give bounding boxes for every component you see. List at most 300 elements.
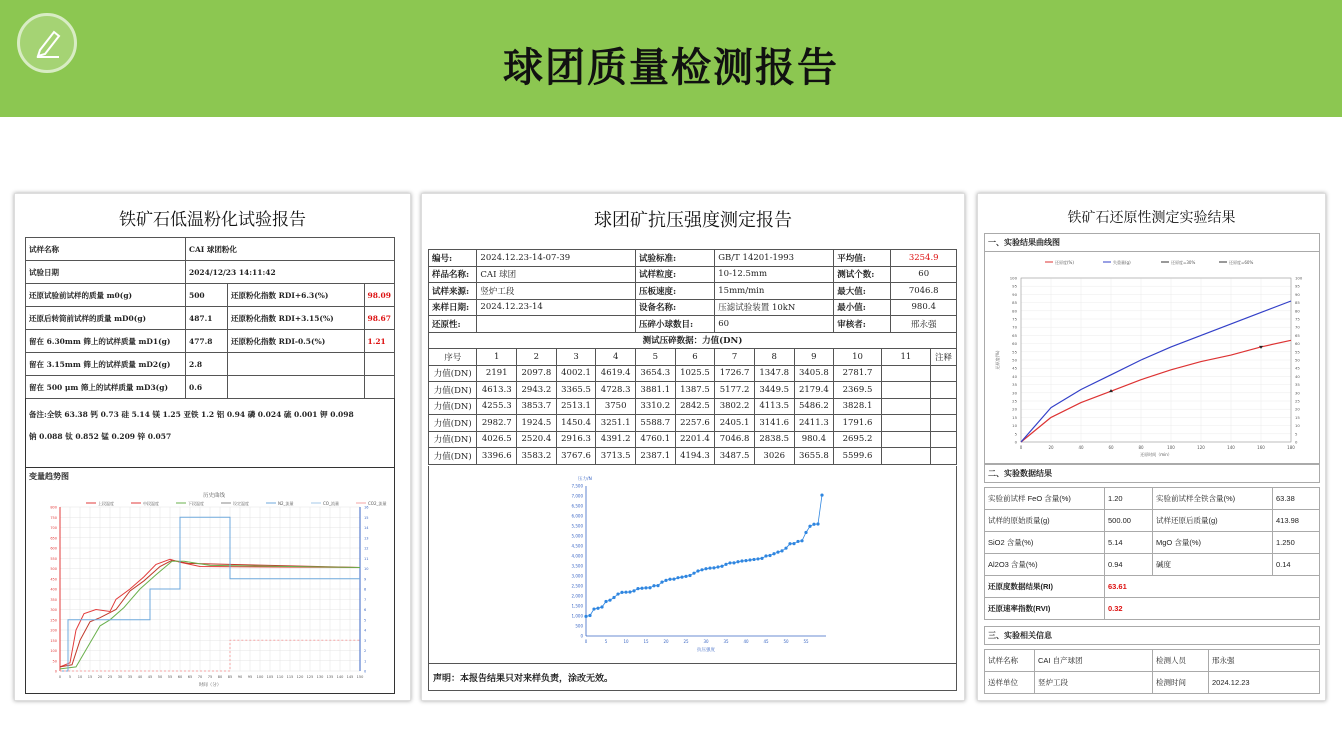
report2-data-cell: 2257.6	[675, 415, 715, 432]
trend-legend-label: 中段温度	[143, 501, 159, 506]
strength-point	[748, 558, 751, 561]
trend-y-tick: 750	[50, 515, 57, 520]
report2-data-cell: 1924.5	[517, 415, 557, 432]
report2-col-header: 6	[675, 349, 715, 366]
trend-y-tick: 700	[50, 526, 57, 530]
strength-point	[692, 572, 695, 575]
trend-chart-title: 历史曲线	[202, 493, 226, 499]
strength-point	[604, 600, 607, 603]
strength-y-tick: 6,000	[571, 513, 583, 519]
strength-point	[756, 557, 759, 560]
strength-point	[628, 590, 631, 593]
report2-data-cell: 3310.2	[635, 398, 675, 415]
trend-x-tick: 135	[326, 675, 334, 679]
report1-row	[26, 353, 395, 376]
report2-info-label: 试样粒度:	[635, 266, 714, 283]
report2-data-cell	[931, 431, 957, 448]
report2-data-cell: 2781.7	[834, 365, 882, 382]
trend-y2-tick: 3	[364, 638, 367, 643]
report2-data-cell	[931, 448, 957, 465]
strength-point	[608, 599, 611, 602]
report1-table	[25, 237, 395, 399]
trend-label: 变量趋势图	[29, 471, 69, 481]
strength-point	[720, 565, 723, 568]
report2-caption-row	[429, 332, 957, 349]
report2-info-label: 来样日期:	[429, 299, 477, 316]
report1-label: 留在 3.15mm 筛上的试样质量 mD2(g)	[26, 353, 186, 376]
trend-y2-tick: 11	[364, 556, 369, 561]
strength-x-tick: 30	[703, 639, 709, 644]
reduction-y-tick: 45	[1012, 365, 1017, 371]
report1-index-label	[228, 353, 365, 376]
trend-y-tick: 250	[50, 618, 57, 623]
report2-data-cell: 1791.6	[834, 415, 882, 432]
reduction-y2-tick: 35	[1295, 382, 1300, 388]
strength-point	[592, 607, 595, 610]
report2-data-cell	[881, 365, 930, 382]
reduction-legend-label: 失重量(g)	[1113, 260, 1131, 265]
strength-x-tick: 45	[763, 639, 769, 644]
report3-value: 5.14	[1105, 532, 1153, 554]
trend-y2-tick: 16	[364, 505, 369, 510]
strength-point	[596, 607, 599, 610]
report3-data-row	[985, 554, 1320, 576]
strength-point	[704, 567, 707, 570]
report3-label: 试样的原始质量(g)	[985, 510, 1105, 532]
report1-label: 试样名称	[26, 238, 186, 261]
reduction-y2-tick: 75	[1295, 316, 1300, 322]
strength-point	[652, 584, 655, 587]
strength-point	[696, 569, 699, 572]
strength-point	[768, 554, 771, 557]
trend-x-tick: 95	[247, 675, 253, 679]
strength-point	[672, 578, 675, 581]
trend-y-tick: 650	[50, 536, 57, 541]
strength-point	[680, 576, 683, 579]
report3-info-value: 2024.12.23	[1209, 672, 1320, 694]
reduction-y2-tick: 40	[1295, 373, 1300, 379]
trend-y2-tick: 13	[364, 536, 369, 541]
strength-point	[744, 559, 747, 562]
reduction-x-tick: 0	[1019, 445, 1023, 450]
report2-data-cell: 3750	[596, 398, 636, 415]
trend-x-tick: 20	[97, 675, 103, 679]
report2-col-header: 9	[794, 349, 834, 366]
reduction-y-tick: 75	[1012, 316, 1017, 322]
reduction-y-tick: 40	[1012, 373, 1017, 379]
trend-y2-tick: 14	[364, 526, 369, 530]
report1-title: 铁矿石低温粉化试验报告	[119, 210, 306, 230]
report3-label: 实验前试样全铁含量(%)	[1153, 488, 1273, 510]
reduction-chart	[985, 250, 1319, 462]
strength-point	[636, 587, 639, 590]
ri-value: 63.61	[1105, 576, 1320, 598]
trend-x-tick: 40	[137, 675, 143, 679]
report2-header-row	[429, 349, 957, 366]
reduction-y-tick: 25	[1012, 398, 1017, 404]
report3-info-label: 试样名称	[985, 650, 1035, 672]
trend-legend-label: N2_流量	[278, 501, 294, 506]
strength-point	[656, 584, 659, 587]
trend-y2-tick: 9	[364, 577, 367, 582]
report2-data-cell: 1450.4	[556, 415, 596, 432]
report3-label: Al2O3 含量(%)	[985, 554, 1105, 576]
reduction-series-blue	[1021, 301, 1291, 442]
strength-point	[812, 523, 815, 526]
strength-point	[780, 549, 783, 552]
trend-y-tick: 800	[50, 505, 57, 510]
report2-info-label: 试验标准:	[635, 250, 714, 267]
report2-data-cell: 力值(DN)	[429, 448, 477, 465]
trend-legend-label: 上段温度	[98, 501, 114, 506]
strength-point	[612, 596, 615, 599]
report2-table	[428, 249, 957, 465]
reduction-y-tick: 50	[1012, 357, 1017, 363]
report1-index-label: 还原粉化指数 RDI+6.3(%)	[228, 284, 365, 307]
reduction-y-tick: 95	[1012, 283, 1017, 289]
report2-info-label: 压碎小球数目:	[635, 316, 714, 333]
reduction-legend-label: 还原度=30%	[1171, 260, 1196, 265]
strength-point	[584, 615, 587, 618]
strength-x-tick: 0	[584, 639, 588, 644]
trend-x-tick: 125	[306, 675, 314, 679]
trend-y2-tick: 6	[364, 608, 367, 612]
report3-label: 碱度	[1153, 554, 1273, 576]
report3-data-row	[985, 510, 1320, 532]
reduction-y2-tick: 70	[1295, 324, 1300, 330]
strength-point	[752, 558, 755, 561]
report3-value: 1.250	[1273, 532, 1320, 554]
strength-point	[644, 586, 647, 589]
report2-info-label: 平均值:	[834, 250, 891, 267]
reduction-y-tick: 60	[1012, 341, 1017, 347]
strength-point	[624, 591, 627, 594]
report3-info-label: 检测时间	[1153, 672, 1209, 694]
report3-data-row	[985, 532, 1320, 554]
report3-data-row	[985, 488, 1320, 510]
report1-value: 0.6	[186, 376, 228, 399]
trend-x-tick: 10	[77, 675, 83, 679]
report2-data-cell: 5588.7	[635, 415, 675, 432]
report2-data-cell: 2695.2	[834, 431, 882, 448]
reduction-y2-tick: 30	[1295, 390, 1300, 396]
report2-col-header: 5	[635, 349, 675, 366]
trend-y-tick: 350	[50, 597, 57, 602]
trend-y-tick: 500	[50, 567, 57, 571]
strength-point	[712, 566, 715, 569]
report2-data-row	[429, 431, 957, 448]
report2-data-cell: 4255.3	[477, 398, 517, 415]
report1-index-value: 98.67	[364, 307, 395, 330]
report2-data-cell: 3881.1	[635, 382, 675, 399]
strength-chart	[429, 466, 956, 663]
report2-data-cell: 2838.5	[754, 431, 794, 448]
report2-data-cell: 4728.3	[596, 382, 636, 399]
strength-x-tick: 55	[803, 639, 809, 644]
reduction-x-tick: 180	[1287, 445, 1295, 450]
reduction-y-tick: 70	[1012, 324, 1017, 330]
strength-y-tick: 1,500	[571, 603, 583, 609]
reduction-y2-tick: 50	[1295, 357, 1300, 363]
reduction-x-tick: 140	[1227, 445, 1235, 450]
trend-y-tick: 0	[54, 669, 57, 674]
reduction-y2-tick: 20	[1295, 406, 1300, 412]
report2-info-row	[429, 316, 957, 333]
trend-legend-label: 设定温度	[233, 501, 249, 506]
report2-title: 球团矿抗压强度测定报告	[594, 210, 792, 231]
report2-data-row	[429, 398, 957, 415]
trend-y-tick: 200	[50, 628, 57, 633]
report3-data-table	[984, 487, 1320, 620]
strength-point	[792, 542, 795, 545]
reduction-y2-tick: 55	[1295, 349, 1300, 355]
report2-info-label: 试样来源:	[429, 283, 477, 300]
report2-data-cell: 1347.8	[754, 365, 794, 382]
report2-data-cell	[881, 382, 930, 399]
reduction-y-tick: 35	[1012, 382, 1017, 388]
strength-point	[808, 525, 811, 528]
reduction-chart-box	[984, 250, 1320, 464]
trend-x-tick: 60	[177, 675, 183, 679]
report3-value: 0.94	[1105, 554, 1153, 576]
report1-index-value	[364, 353, 395, 376]
report2-data-cell: 3405.8	[794, 365, 834, 382]
report3-info-value: CAI 自产球团	[1035, 650, 1153, 672]
trend-y2-tick: 8	[364, 587, 367, 592]
strength-series-line	[586, 495, 822, 616]
report1-value: 500	[186, 284, 228, 307]
report2-data-cell: 3396.6	[477, 448, 517, 465]
trend-x-tick: 55	[167, 675, 173, 679]
trend-x-tick: 50	[157, 675, 163, 679]
trend-x-tick: 35	[127, 675, 133, 679]
strength-point	[668, 578, 671, 581]
reduction-y2-tick: 45	[1295, 365, 1300, 371]
trend-x-tick: 30	[117, 675, 123, 679]
report1-row	[26, 307, 395, 330]
strength-x-tick: 25	[683, 639, 689, 644]
report2-data-cell: 2842.5	[675, 398, 715, 415]
reduction-y-tick: 80	[1012, 308, 1017, 314]
reduction-y2-tick: 100	[1295, 275, 1303, 281]
trend-legend-label: CO_流量	[323, 501, 339, 506]
reduction-y-label: 还原度(%)	[995, 350, 1000, 370]
report2-data-cell: 2982.7	[477, 415, 517, 432]
strength-point	[772, 552, 775, 555]
strength-point	[648, 586, 651, 589]
trend-x-tick: 140	[336, 675, 344, 679]
strength-y-tick: 4,500	[571, 543, 583, 549]
trend-x-tick: 70	[197, 675, 203, 679]
report3-label: 试样还原后质量(g)	[1153, 510, 1273, 532]
trend-x-tick: 80	[217, 675, 223, 679]
report1-row	[26, 284, 395, 307]
report2-data-cell: 2097.8	[517, 365, 557, 382]
report3-result-row	[985, 576, 1320, 598]
report1-label: 还原后转筒前试样的质量 mD0(g)	[26, 307, 186, 330]
strength-y-tick: 5,500	[571, 523, 583, 529]
trend-x-tick: 85	[227, 675, 233, 679]
report2-data-cell: 4002.1	[556, 365, 596, 382]
report3-value: 63.38	[1273, 488, 1320, 510]
report2-info-label: 还原性:	[429, 316, 477, 333]
trend-y2-tick: 12	[364, 546, 369, 551]
report2-data-cell: 1726.7	[715, 365, 755, 382]
strength-point	[784, 547, 787, 550]
strength-y-tick: 2,500	[571, 583, 583, 589]
report2-data-cell: 3802.2	[715, 398, 755, 415]
report3-value: 0.14	[1273, 554, 1320, 576]
strength-x-tick: 5	[604, 639, 608, 644]
reduction-y2-tick: 15	[1295, 414, 1300, 420]
strength-y-tick: 7,000	[571, 493, 583, 499]
report2-info-value: CAI 球团	[477, 266, 636, 283]
report1-index-value: 98.09	[364, 284, 395, 307]
reduction-y-tick: 90	[1012, 291, 1017, 297]
report2-info-label: 压板速度:	[635, 283, 714, 300]
report2-data-cell: 3583.2	[517, 448, 557, 465]
report3-label: 实验前试样 FeO 含量(%)	[985, 488, 1105, 510]
report2-data-cell: 力值(DN)	[429, 365, 477, 382]
notes-line-2: 钠 0.088 钛 0.852 锰 0.209 锌 0.057	[29, 432, 172, 441]
trend-legend-label: CO2_流量	[368, 501, 387, 506]
report2-data-caption: 测试压碎数据：力值(DN)	[429, 332, 957, 349]
strength-x-tick: 15	[643, 639, 649, 644]
report1-label: 还原试验前试样的质量 m0(g)	[26, 284, 186, 307]
report1-index-value	[364, 376, 395, 399]
report2-col-header: 3	[556, 349, 596, 366]
reduction-y-tick: 0	[1014, 439, 1017, 445]
report2-info-label: 最大值:	[834, 283, 891, 300]
strength-point	[660, 580, 663, 583]
strength-point	[700, 568, 703, 571]
report2-data-cell: 3251.1	[596, 415, 636, 432]
strength-point	[724, 563, 727, 566]
report3-title: 铁矿石还原性测定实验结果	[1067, 210, 1236, 226]
report2-data-row	[429, 448, 957, 465]
strength-point	[788, 542, 791, 545]
report2-data-cell: 5599.6	[834, 448, 882, 465]
reduction-y-tick: 65	[1012, 332, 1017, 338]
report2-info-label: 设备名称:	[635, 299, 714, 316]
report2-data-cell: 2201.4	[675, 431, 715, 448]
report2-info-value: 邢永强	[891, 316, 957, 333]
report2-data-cell: 3853.7	[517, 398, 557, 415]
report2-data-cell: 1387.5	[675, 382, 715, 399]
strength-y-tick: 5,000	[571, 533, 583, 539]
strength-point	[632, 589, 635, 592]
report2-col-header: 7	[715, 349, 755, 366]
report2-info-value: 10-12.5mm	[715, 266, 834, 283]
report3-label: MgO 含量(%)	[1153, 532, 1273, 554]
strength-point	[716, 565, 719, 568]
reduction-x-tick: 80	[1138, 445, 1144, 450]
report2-data-cell	[881, 398, 930, 415]
reduction-y2-tick: 65	[1295, 332, 1300, 338]
strength-point	[776, 551, 779, 554]
trend-x-tick: 120	[296, 675, 304, 679]
notes-line-1: 备注:全铁 63.38 钙 0.73 硅 5.14 镁 1.25 亚铁 1.2 铝 0.94 磷 0.024 硫 0.001 钾 0.098	[29, 410, 354, 419]
report2-info-label: 审核者:	[834, 316, 891, 333]
report2-data-cell: 4619.4	[596, 365, 636, 382]
report2-data-cell: 力值(DN)	[429, 415, 477, 432]
reduction-legend-label: 还原度(%)	[1055, 260, 1074, 265]
trend-x-tick: 15	[87, 675, 93, 679]
reduction-series-red	[1021, 340, 1291, 442]
report2-declaration: 声明：本报告结果只对来样负责，涂改无效。	[428, 663, 957, 691]
strength-point	[688, 574, 691, 577]
trend-x-tick: 65	[187, 675, 193, 679]
report1-row	[26, 376, 395, 399]
strength-x-tick: 20	[663, 639, 669, 644]
report1-index-label: 还原粉化指数 RDI+3.15(%)	[228, 307, 365, 330]
strength-point	[740, 559, 743, 562]
report2-col-header: 8	[754, 349, 794, 366]
strength-point	[820, 493, 823, 496]
strength-point	[676, 576, 679, 579]
trend-y-tick: 50	[52, 659, 57, 664]
trend-y2-tick: 15	[364, 515, 369, 520]
reduction-y-tick: 55	[1012, 349, 1017, 355]
report2-data-cell: 2405.1	[715, 415, 755, 432]
report2-info-value: 60	[715, 316, 834, 333]
reduction-y-tick: 20	[1012, 406, 1017, 412]
trend-y2-tick: 5	[364, 618, 367, 623]
section-data-title: 二、实验数据结果	[984, 464, 1320, 483]
report2-data-row	[429, 382, 957, 399]
report2-col-header: 2	[517, 349, 557, 366]
report3-info-label: 送样单位	[985, 672, 1035, 694]
report2-data-cell: 4613.3	[477, 382, 517, 399]
strength-y-tick: 3,000	[571, 573, 583, 579]
trend-x-tick: 100	[256, 675, 264, 679]
report1-value: 2.8	[186, 353, 228, 376]
trend-chart-box	[25, 468, 395, 694]
reduction-x-tick: 120	[1197, 445, 1205, 450]
report2-col-header: 注释	[931, 349, 957, 366]
report2-info-row	[429, 266, 957, 283]
report2-data-cell: 3655.8	[794, 448, 834, 465]
strength-point	[664, 579, 667, 582]
report2-data-cell: 4194.3	[675, 448, 715, 465]
reduction-y2-tick: 95	[1295, 283, 1300, 289]
trend-x-tick: 5	[68, 675, 72, 679]
report2-data-cell: 3713.5	[596, 448, 636, 465]
reduction-legend-label: 还原度=60%	[1229, 260, 1254, 265]
trend-x-tick: 90	[237, 675, 243, 679]
trend-y2-tick: 1	[364, 659, 367, 664]
reduction-y-tick: 30	[1012, 390, 1017, 396]
reduction-y2-tick: 25	[1295, 398, 1300, 404]
compressive-strength-report	[421, 193, 965, 701]
reduction-y-tick: 85	[1012, 300, 1017, 306]
trend-x-label: 时间（分）	[198, 683, 222, 688]
report3-info-row	[985, 672, 1320, 694]
report3-result-row	[985, 598, 1320, 620]
report2-data-cell: 2411.3	[794, 415, 834, 432]
reduction-y2-tick: 90	[1295, 291, 1300, 297]
trend-y2-tick: 7	[364, 597, 367, 602]
strength-point	[816, 522, 819, 525]
report2-info-value: 竖炉工段	[477, 283, 636, 300]
strength-x-label: 抗压强度	[697, 648, 715, 653]
report2-data-cell: 3654.3	[635, 365, 675, 382]
section-curve-title: 一、实验结果曲线图	[984, 233, 1320, 252]
strength-point	[640, 587, 643, 590]
report2-info-value: GB/T 14201-1993	[715, 250, 834, 267]
report2-data-cell	[931, 415, 957, 432]
report2-data-cell: 4760.1	[635, 431, 675, 448]
